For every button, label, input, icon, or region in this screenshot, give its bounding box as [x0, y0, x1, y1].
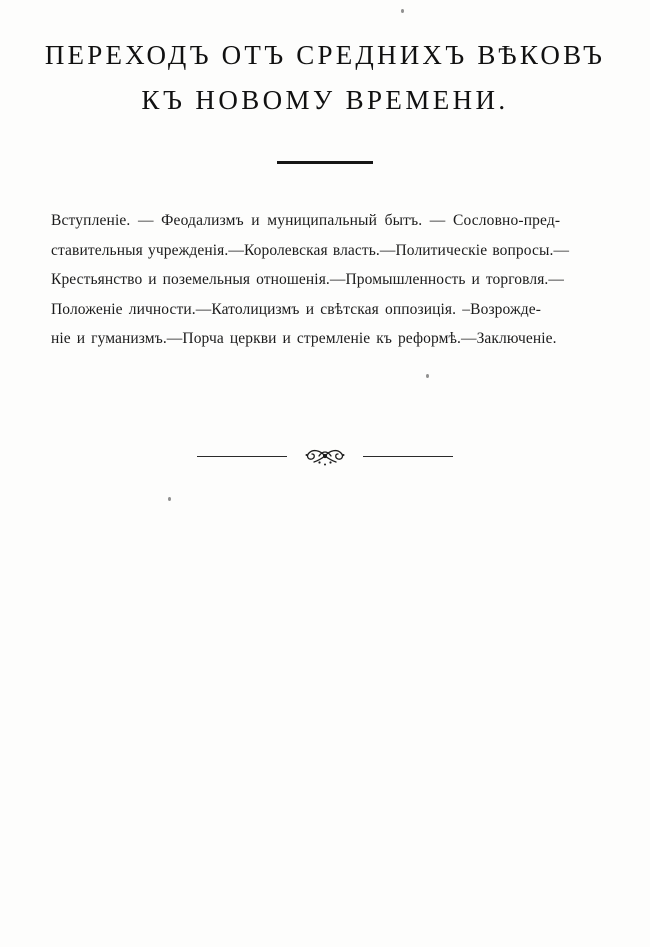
floral-ornament-divider: [0, 443, 650, 469]
ink-speck: [426, 374, 429, 378]
page-title: [0, 0, 650, 123]
ornament-rule-left: [197, 456, 287, 457]
summary-line: Вступленіе. — Феодализмъ и муниципальный бытъ. — Сословно-пред-: [51, 212, 561, 229]
chapter-summary: [51, 206, 599, 354]
summary-line: ставительныя учрежденія.—Королевская власть.—Политическіе вопросы.—: [51, 241, 570, 259]
summary-line: ніе и гуманизмъ.—Порча церкви и стремленіе къ реформѣ.—Заключеніе.: [51, 330, 557, 347]
title-line-1: ПЕРЕХОДЪ ОТЪ СРЕДНИХЪ ВѢКОВЪ: [44, 40, 606, 70]
summary-line: Крестьянство и поземельныя отношенія.—Промышленность и торговля.—: [51, 271, 565, 288]
ornament-rule-right: [363, 456, 453, 457]
title-line-2: КЪ НОВОМУ ВРЕМЕНИ.: [141, 85, 509, 115]
summary-line: Положеніе личности.—Католицизмъ и свѣтская оппозиція. –Возрожде-: [51, 300, 542, 318]
ink-speck: [401, 9, 404, 13]
horizontal-rule-icon: [277, 161, 373, 164]
ink-speck: [168, 497, 171, 501]
floral-ornament-icon: [293, 443, 357, 469]
